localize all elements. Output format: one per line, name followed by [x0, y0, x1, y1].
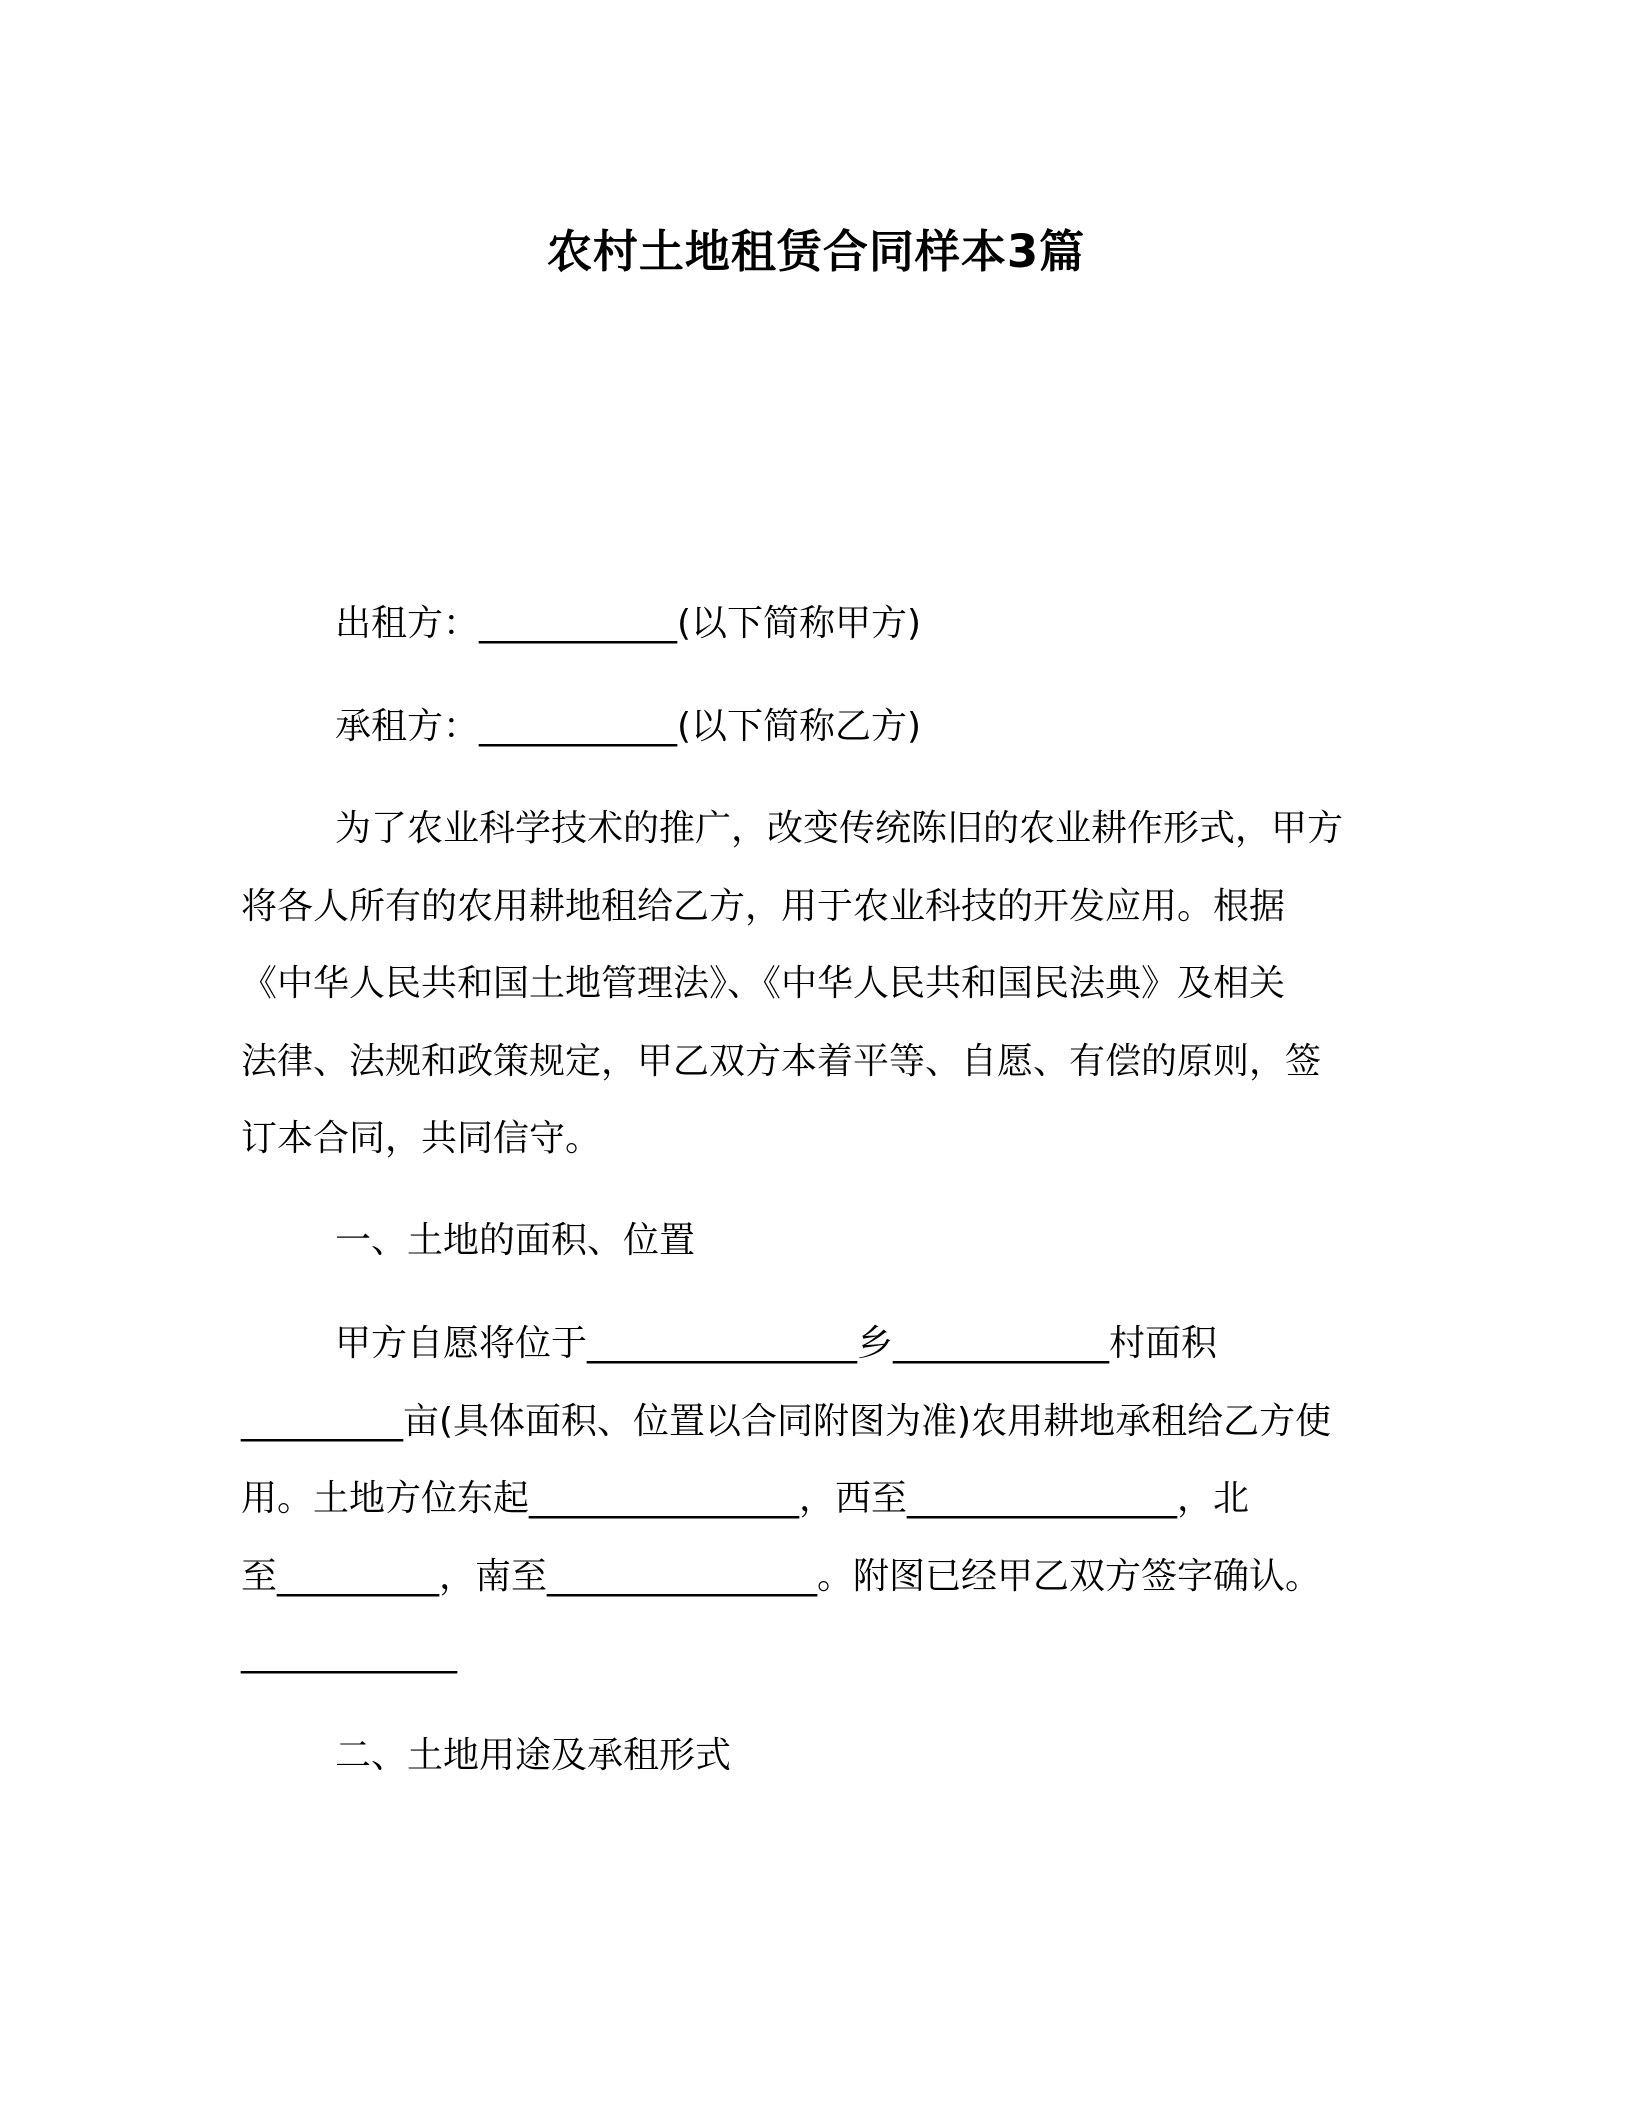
document-title: 农村土地租赁合同样本3篇	[546, 225, 1086, 278]
lessee-line: 承租方：___________(以下简称乙方)	[335, 706, 922, 747]
preamble-line: 订本合同，共同信守。	[241, 1118, 602, 1159]
section-1-line: ____________	[241, 1633, 457, 1674]
preamble-line: 将各人所有的农用耕地租给乙方，用于农业科技的开发应用。根据	[241, 885, 1286, 927]
section-1-paragraph	[241, 1305, 1391, 1693]
section-1-line: 至_________，南至_______________。附图已经甲乙双方签字确认。	[241, 1555, 1322, 1597]
section-1-heading: 一、土地的面积、位置	[335, 1220, 696, 1261]
section-1-line: 甲方自愿将位于_______________乡____________村面积	[335, 1323, 1218, 1364]
section-2-heading: 二、土地用途及承租形式	[335, 1735, 732, 1776]
lessor-line: 出租方：___________(以下简称甲方)	[335, 603, 922, 644]
preamble-paragraph	[241, 790, 1391, 1178]
section-1-line: _________亩(具体面积、位置以合同附图为准)农用耕地承租给乙方使	[241, 1400, 1332, 1442]
section-1-line: 用。土地方位东起_______________，西至_______________，北	[241, 1478, 1250, 1519]
preamble-line: 为了农业科学技术的推广，改变传统陈旧的农业耕作形式，甲方	[335, 808, 1344, 849]
preamble-line: 法律、法规和政策规定，甲乙双方本着平等、自愿、有偿的原则，签	[241, 1040, 1322, 1082]
preamble-line: 《中华人民共和国土地管理法》、《中华人民共和国民法典》及相关	[241, 963, 1286, 1004]
